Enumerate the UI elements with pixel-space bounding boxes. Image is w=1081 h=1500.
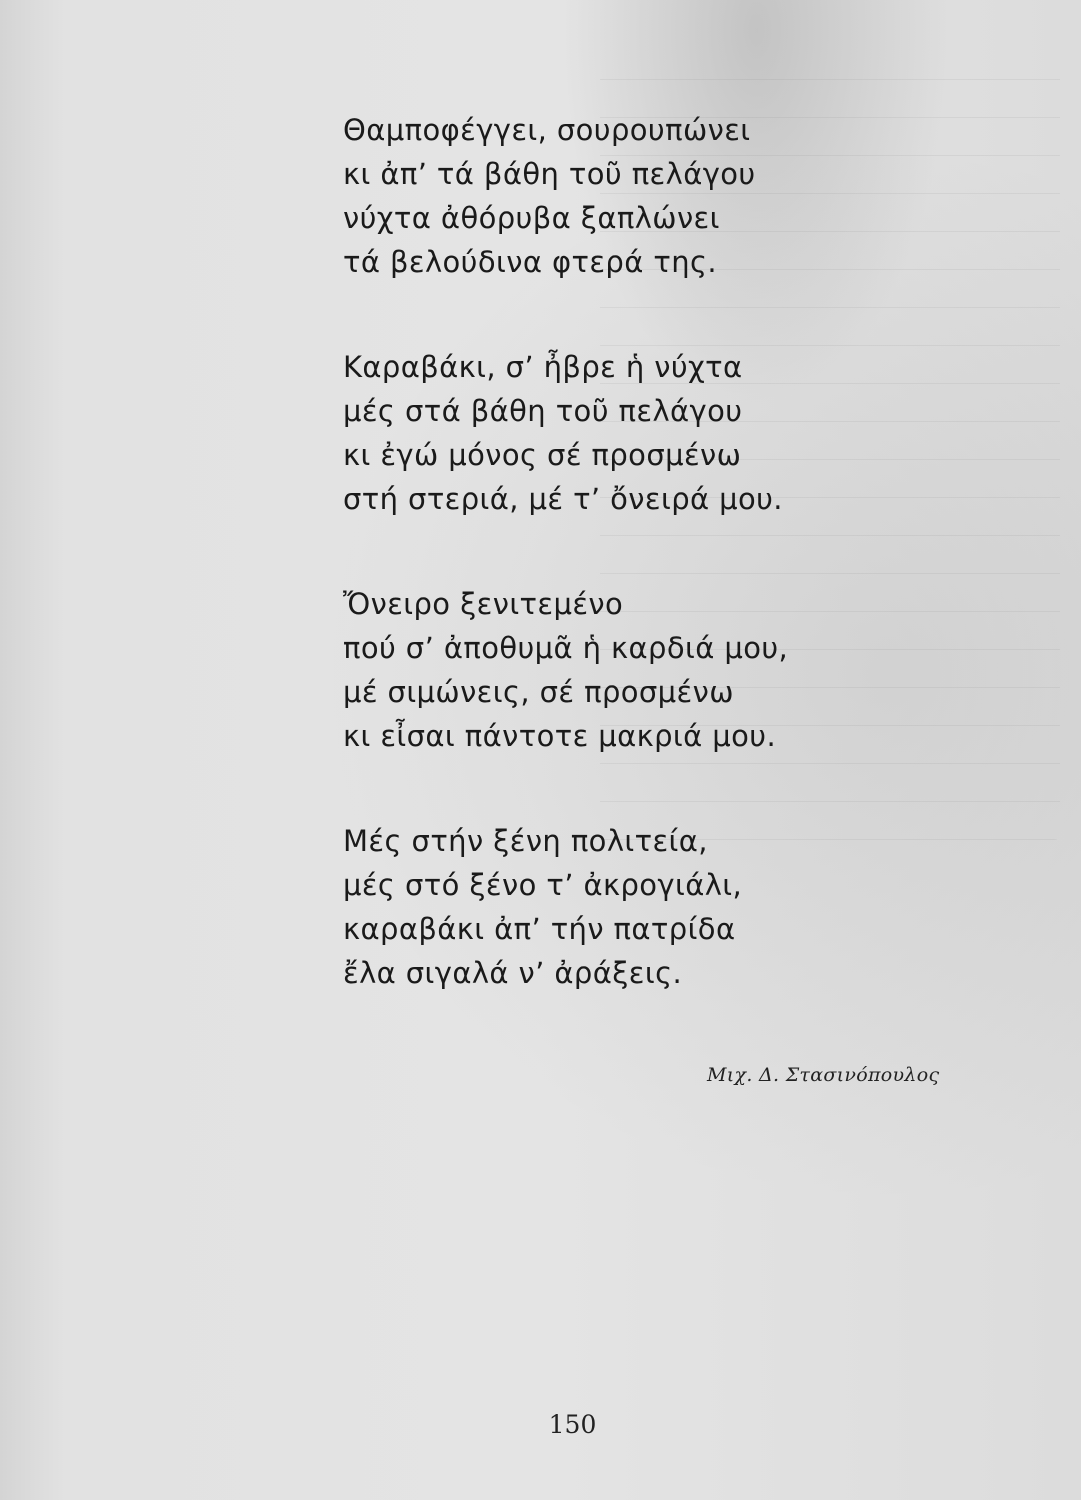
poem-line: μές στό ξένο τ’ ἀκρογιάλι, (343, 868, 743, 902)
stanza-4 (343, 819, 788, 995)
poem-line: τά βελούδινα φτερά της. (343, 245, 718, 279)
author-signature: Μιχ. Δ. Στασινόπουλος (707, 1064, 940, 1086)
poem-line: Μές στήν ξένη πολιτεία, (343, 824, 708, 858)
poem-line: κι ἀπ’ τά βάθη τοῦ πελάγου (343, 157, 756, 191)
poem (343, 108, 788, 995)
stanza-2 (343, 345, 788, 521)
poem-line: κι ἐγώ μόνος σέ προσμένω (343, 438, 742, 472)
poem-line: Θαμποφέγγει, σουρουπώνει (343, 113, 751, 147)
poem-line: μέ σιμώνεις, σέ προσμένω (343, 675, 734, 709)
stanza-1 (343, 108, 788, 284)
poem-line: πού σ’ ἀποθυμᾶ ἡ καρδιά μου, (343, 631, 789, 665)
poem-line: κι εἶσαι πάντοτε μακριά μου. (343, 719, 777, 753)
poem-line: μές στά βάθη τοῦ πελάγου (343, 394, 743, 428)
poem-line: στή στεριά, μέ τ’ ὄνειρά μου. (343, 482, 783, 516)
poem-line: καραβάκι ἀπ’ τήν πατρίδα (343, 912, 736, 946)
stanza-3 (343, 582, 788, 758)
poem-line: Καραβάκι, σ’ ἦβρε ἡ νύχτα (343, 350, 743, 384)
page-number: 150 (548, 1410, 597, 1439)
poem-line: Ὄνειρο ξενιτεμένο (343, 587, 624, 621)
poem-line: ἔλα σιγαλά ν’ ἀράξεις. (343, 956, 683, 990)
poem-line: νύχτα ἀθόρυβα ξαπλώνει (343, 201, 720, 235)
